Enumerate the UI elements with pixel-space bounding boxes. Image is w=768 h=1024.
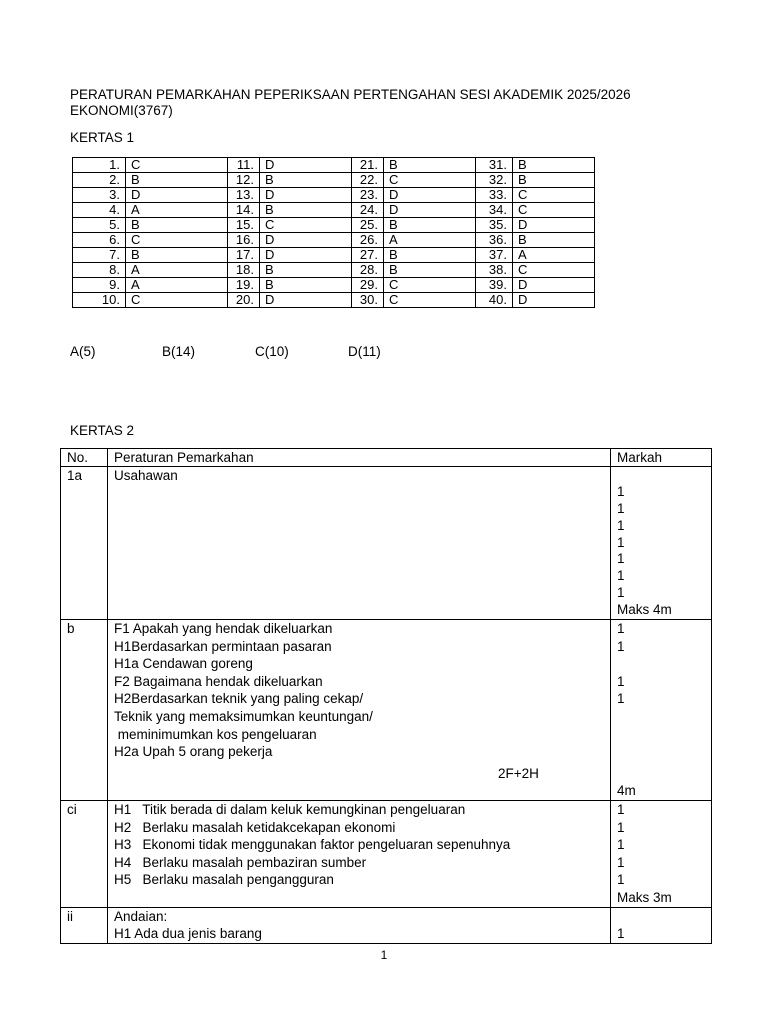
answer-row	[73, 233, 595, 248]
kertas1-answer-table	[72, 157, 595, 308]
marking-rules	[108, 907, 611, 943]
title-line-2: EKONOMI(3767)	[70, 103, 173, 118]
answer-row	[73, 278, 595, 293]
mark-value: 1	[617, 638, 625, 654]
marks	[611, 467, 712, 620]
answer-row	[73, 173, 595, 188]
mark-value: Maks 4m	[617, 602, 672, 618]
answer-letter: B	[384, 218, 476, 233]
mark-value: 1	[617, 926, 625, 942]
rule-line: H2Berdasarkan teknik yang paling cekap/	[114, 691, 364, 707]
question-no: ci	[61, 800, 108, 907]
page-number: 1	[380, 948, 388, 962]
answer-letter: A	[126, 278, 228, 293]
answer-row	[73, 248, 595, 263]
count-d: D(11)	[348, 344, 381, 359]
header-no: No.	[61, 449, 108, 467]
answer-letter: D	[260, 248, 352, 263]
answer-row	[73, 188, 595, 203]
kertas2-marking-table	[60, 448, 712, 944]
question-number: 36.	[476, 233, 513, 248]
question-number: 12.	[228, 173, 260, 188]
answer-letter: B	[384, 158, 476, 173]
scheme-row	[61, 907, 712, 943]
question-number: 26.	[352, 233, 384, 248]
question-number: 8.	[73, 263, 126, 278]
answer-letter: D	[260, 158, 352, 173]
question-number: 27.	[352, 248, 384, 263]
answer-letter: C	[513, 188, 595, 203]
question-no: 1a	[61, 467, 108, 620]
answer-letter: B	[384, 263, 476, 278]
rule-line: Teknik yang memaksimumkan keuntungan/	[114, 708, 373, 724]
scheme-row	[61, 620, 712, 801]
rule-line: H3 Ekonomi tidak menggunakan faktor pengeluaran sepenuhnya	[114, 837, 511, 853]
answer-letter: C	[126, 233, 228, 248]
question-number: 34.	[476, 203, 513, 218]
question-number: 10.	[73, 293, 126, 308]
answer-letter: C	[384, 173, 476, 188]
scheme-row	[61, 467, 712, 620]
question-number: 22.	[352, 173, 384, 188]
mark-value	[617, 726, 705, 744]
mark-value: 1	[617, 691, 625, 707]
answer-letter: D	[260, 293, 352, 308]
rule-line: H1a Cendawan goreng	[114, 656, 253, 672]
answer-letter: D	[384, 203, 476, 218]
question-number: 25.	[352, 218, 384, 233]
mark-value: 1	[617, 801, 625, 817]
answer-letter: B	[260, 203, 352, 218]
answer-letter: C	[126, 293, 228, 308]
document-title	[70, 87, 631, 119]
mark-value: 1	[617, 534, 625, 550]
mark-value: 1	[617, 585, 625, 601]
answer-letter: C	[513, 263, 595, 278]
answer-row	[73, 218, 595, 233]
mark-value	[617, 655, 705, 673]
header-rules: Peraturan Pemarkahan	[108, 449, 611, 467]
answer-row	[73, 203, 595, 218]
mark-value	[617, 761, 705, 783]
title-line-1: PERATURAN PEMARKAHAN PEPERIKSAAN PERTENGAHAN SESI AKADEMIK 2025/2026	[70, 87, 631, 102]
answer-letter: B	[126, 248, 228, 263]
mark-value: 1	[617, 551, 625, 567]
question-number: 38.	[476, 263, 513, 278]
count-c: C(10)	[255, 344, 289, 359]
answer-letter: B	[260, 263, 352, 278]
question-number: 1.	[73, 158, 126, 173]
question-number: 39.	[476, 278, 513, 293]
question-number: 21.	[352, 158, 384, 173]
question-number: 5.	[73, 218, 126, 233]
count-a: A(5)	[70, 344, 96, 359]
question-number: 7.	[73, 248, 126, 263]
answer-letter: D	[260, 233, 352, 248]
answer-letter: A	[126, 263, 228, 278]
rule-line: F2 Bagaimana hendak dikeluarkan	[114, 673, 323, 689]
rule-line: 2F+2H	[498, 765, 539, 781]
rule-line	[114, 889, 604, 907]
question-number: 20.	[228, 293, 260, 308]
header-marks: Markah	[611, 449, 712, 467]
answer-letter: B	[513, 158, 595, 173]
mark-value: 4m	[617, 783, 636, 799]
answer-letter: C	[260, 218, 352, 233]
rule-line: H5 Berlaku masalah pengangguran	[114, 872, 334, 888]
mark-value	[617, 743, 705, 761]
answer-letter: C	[384, 293, 476, 308]
marking-rules	[108, 467, 611, 620]
marking-rules	[108, 800, 611, 907]
answer-row	[73, 263, 595, 278]
answer-letter: C	[384, 278, 476, 293]
rule-line: F1 Apakah yang hendak dikeluarkan	[114, 621, 333, 637]
answer-letter: B	[260, 173, 352, 188]
question-number: 9.	[73, 278, 126, 293]
rule-line: H1 Ada dua jenis barang	[114, 926, 262, 942]
question-number: 11.	[228, 158, 260, 173]
rule-line: H1 Titik berada di dalam keluk kemungkinan pengeluaran	[114, 801, 466, 817]
mark-value: 1	[617, 517, 625, 533]
question-number: 4.	[73, 203, 126, 218]
mark-value: 1	[617, 621, 625, 637]
count-b: B(14)	[162, 344, 196, 359]
scheme-header-row	[61, 449, 712, 467]
mark-value	[617, 908, 705, 926]
question-number: 30.	[352, 293, 384, 308]
question-no: ii	[61, 907, 108, 943]
question-number: 37.	[476, 248, 513, 263]
marks	[611, 907, 712, 943]
answer-letter: B	[513, 233, 595, 248]
mark-value	[617, 467, 705, 484]
answer-letter: A	[384, 233, 476, 248]
answer-letter: A	[126, 203, 228, 218]
scheme-row	[61, 800, 712, 907]
mark-value: 1	[617, 568, 625, 584]
mark-value: 1	[617, 500, 625, 516]
marking-rules	[108, 620, 611, 801]
answer-letter: D	[513, 218, 595, 233]
rule-line: meminimumkan kos pengeluaran	[114, 726, 317, 742]
question-number: 2.	[73, 173, 126, 188]
rule-line: Andaian:	[114, 908, 168, 924]
question-number: 24.	[352, 203, 384, 218]
question-number: 35.	[476, 218, 513, 233]
answer-letter: B	[384, 248, 476, 263]
question-number: 6.	[73, 233, 126, 248]
question-number: 32.	[476, 173, 513, 188]
answer-letter: D	[260, 188, 352, 203]
question-number: 40.	[476, 293, 513, 308]
answer-row	[73, 293, 595, 308]
answer-letter: C	[513, 203, 595, 218]
marks	[611, 620, 712, 801]
answer-letter: A	[513, 248, 595, 263]
answer-letter: D	[513, 278, 595, 293]
answer-letter: B	[126, 173, 228, 188]
question-number: 28.	[352, 263, 384, 278]
question-number: 33.	[476, 188, 513, 203]
question-number: 17.	[228, 248, 260, 263]
answer-letter: D	[513, 293, 595, 308]
kertas1-heading: KERTAS 1	[70, 130, 135, 145]
marks	[611, 800, 712, 907]
question-number: 23.	[352, 188, 384, 203]
rule-line: H1Berdasarkan permintaan pasaran	[114, 638, 332, 654]
mark-value: 1	[617, 872, 625, 888]
answer-letter: D	[384, 188, 476, 203]
answer-letter: D	[126, 188, 228, 203]
question-no: b	[61, 620, 108, 801]
question-number: 15.	[228, 218, 260, 233]
answer-letter: B	[126, 218, 228, 233]
question-number: 3.	[73, 188, 126, 203]
answer-letter: C	[126, 158, 228, 173]
question-number: 31.	[476, 158, 513, 173]
question-number: 14.	[228, 203, 260, 218]
mark-value: 1	[617, 483, 625, 499]
question-number: 16.	[228, 233, 260, 248]
answer-letter: B	[513, 173, 595, 188]
rule-line: H4 Berlaku masalah pembaziran sumber	[114, 854, 367, 870]
rule-line: H2 Berlaku masalah ketidakcekapan ekonomi	[114, 819, 396, 835]
question-number: 13.	[228, 188, 260, 203]
question-number: 18.	[228, 263, 260, 278]
mark-value: 1	[617, 819, 625, 835]
question-number: 19.	[228, 278, 260, 293]
rule-line: Usahawan	[114, 468, 178, 483]
answer-row	[73, 158, 595, 173]
mark-value	[617, 708, 705, 726]
rule-line: H2a Upah 5 orang pekerja	[114, 744, 273, 760]
question-number: 29.	[352, 278, 384, 293]
mark-value: 1	[617, 854, 625, 870]
mark-value: Maks 3m	[617, 889, 672, 905]
kertas2-heading: KERTAS 2	[70, 423, 135, 438]
mark-value: 1	[617, 673, 625, 689]
rule-line	[114, 782, 604, 794]
mark-value: 1	[617, 837, 625, 853]
answer-letter: B	[260, 278, 352, 293]
